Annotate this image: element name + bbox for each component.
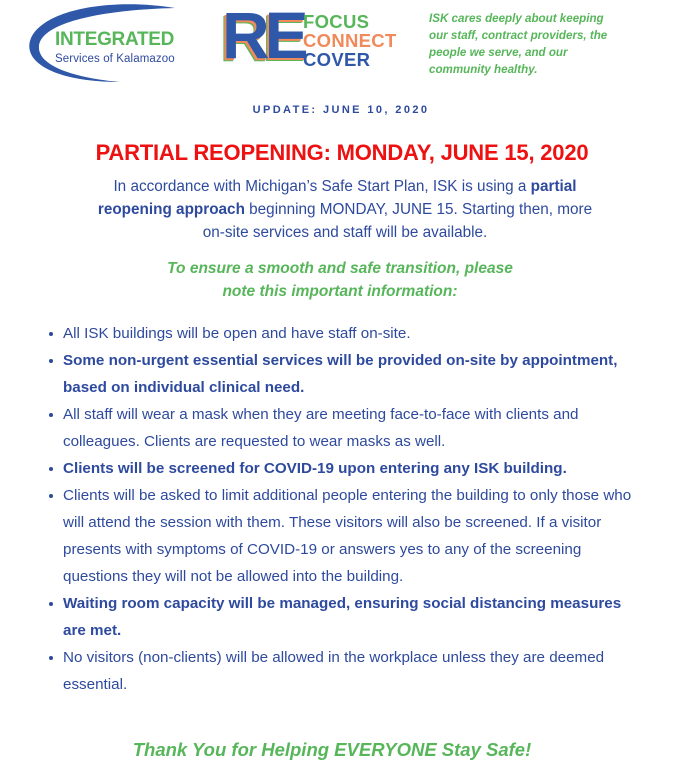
list-item bbox=[46, 320, 646, 347]
tagline-line: ISK cares deeply about keeping bbox=[429, 12, 604, 25]
list-item bbox=[46, 590, 646, 644]
list-item bbox=[46, 455, 646, 482]
isk-logo bbox=[25, 2, 200, 86]
list-item bbox=[46, 347, 646, 401]
intro-text: beginning MONDAY, JUNE 15. Starting then, more on-site services and staff will be available. bbox=[202, 201, 593, 241]
list-item-text: Clients will be asked to limit additional people entering the building to only those who will attend the session with them. These visitors will also be screened. If a visitor presents with symptoms of COVID-19 or answers yes to any of the screening questions they will not be allowed into the building. bbox=[63, 487, 632, 585]
tagline-line: community healthy. bbox=[429, 63, 538, 76]
bullet-icon bbox=[49, 359, 53, 363]
bullet-icon bbox=[49, 656, 53, 660]
tagline-line: our staff, contract providers, the bbox=[429, 29, 608, 42]
bullet-icon bbox=[49, 467, 53, 471]
logo-wordmark: INTEGRATED bbox=[55, 29, 175, 50]
tagline-line: people we serve, and our bbox=[429, 46, 568, 59]
list-item-text: No visitors (non-clients) will be allowed in the workplace unless they are deemed essential. bbox=[63, 649, 605, 693]
callout bbox=[90, 257, 590, 303]
list-item-text: Waiting room capacity will be managed, ensuring social distancing measures are met. bbox=[63, 595, 622, 639]
logo-word-focus: FOCUS bbox=[303, 11, 370, 32]
callout-line: note this important information: bbox=[222, 283, 458, 300]
bullet-icon bbox=[49, 602, 53, 606]
bullet-icon bbox=[49, 413, 53, 417]
tagline bbox=[429, 10, 659, 78]
page-title: PARTIAL REOPENING: MONDAY, JUNE 15, 2020 bbox=[95, 140, 589, 165]
bullet-icon bbox=[49, 494, 53, 498]
header bbox=[0, 0, 674, 90]
logo-subtitle: Services of Kalamazoo bbox=[55, 53, 175, 65]
logo-words bbox=[303, 12, 397, 69]
intro-text: In accordance with Michigan’s Safe Start Plan, ISK is using a bbox=[113, 178, 531, 195]
update-date: UPDATE: JUNE 10, 2020 bbox=[252, 104, 430, 116]
logo-word-connect: CONNECT bbox=[303, 30, 397, 51]
list-item bbox=[46, 644, 646, 698]
list-item-text: Clients will be screened for COVID-19 upon entering any ISK building. bbox=[63, 460, 567, 477]
logo-re-prefix: RE bbox=[222, 0, 304, 72]
bullet-icon bbox=[49, 332, 53, 336]
list-item bbox=[46, 401, 646, 455]
list-item-text: All ISK buildings will be open and have staff on-site. bbox=[63, 325, 411, 342]
list-item-text: All staff will wear a mask when they are meeting face-to-face with clients and colleagues. Clients are requested to wear masks as well. bbox=[63, 406, 579, 450]
info-list bbox=[46, 320, 646, 698]
list-item bbox=[46, 482, 646, 590]
logo-word-cover: COVER bbox=[303, 49, 371, 70]
list-item-text: Some non-urgent essential services will be provided on-site by appointment, based on individual clinical need. bbox=[63, 352, 618, 396]
closing-message: Thank You for Helping EVERYONE Stay Safe! bbox=[132, 739, 532, 760]
callout-line: To ensure a smooth and safe transition, please bbox=[167, 260, 513, 277]
refocus-connect-recover-logo bbox=[222, 0, 407, 74]
intro-emphasis: partial reopening approach bbox=[97, 178, 577, 218]
intro-paragraph bbox=[90, 175, 600, 244]
